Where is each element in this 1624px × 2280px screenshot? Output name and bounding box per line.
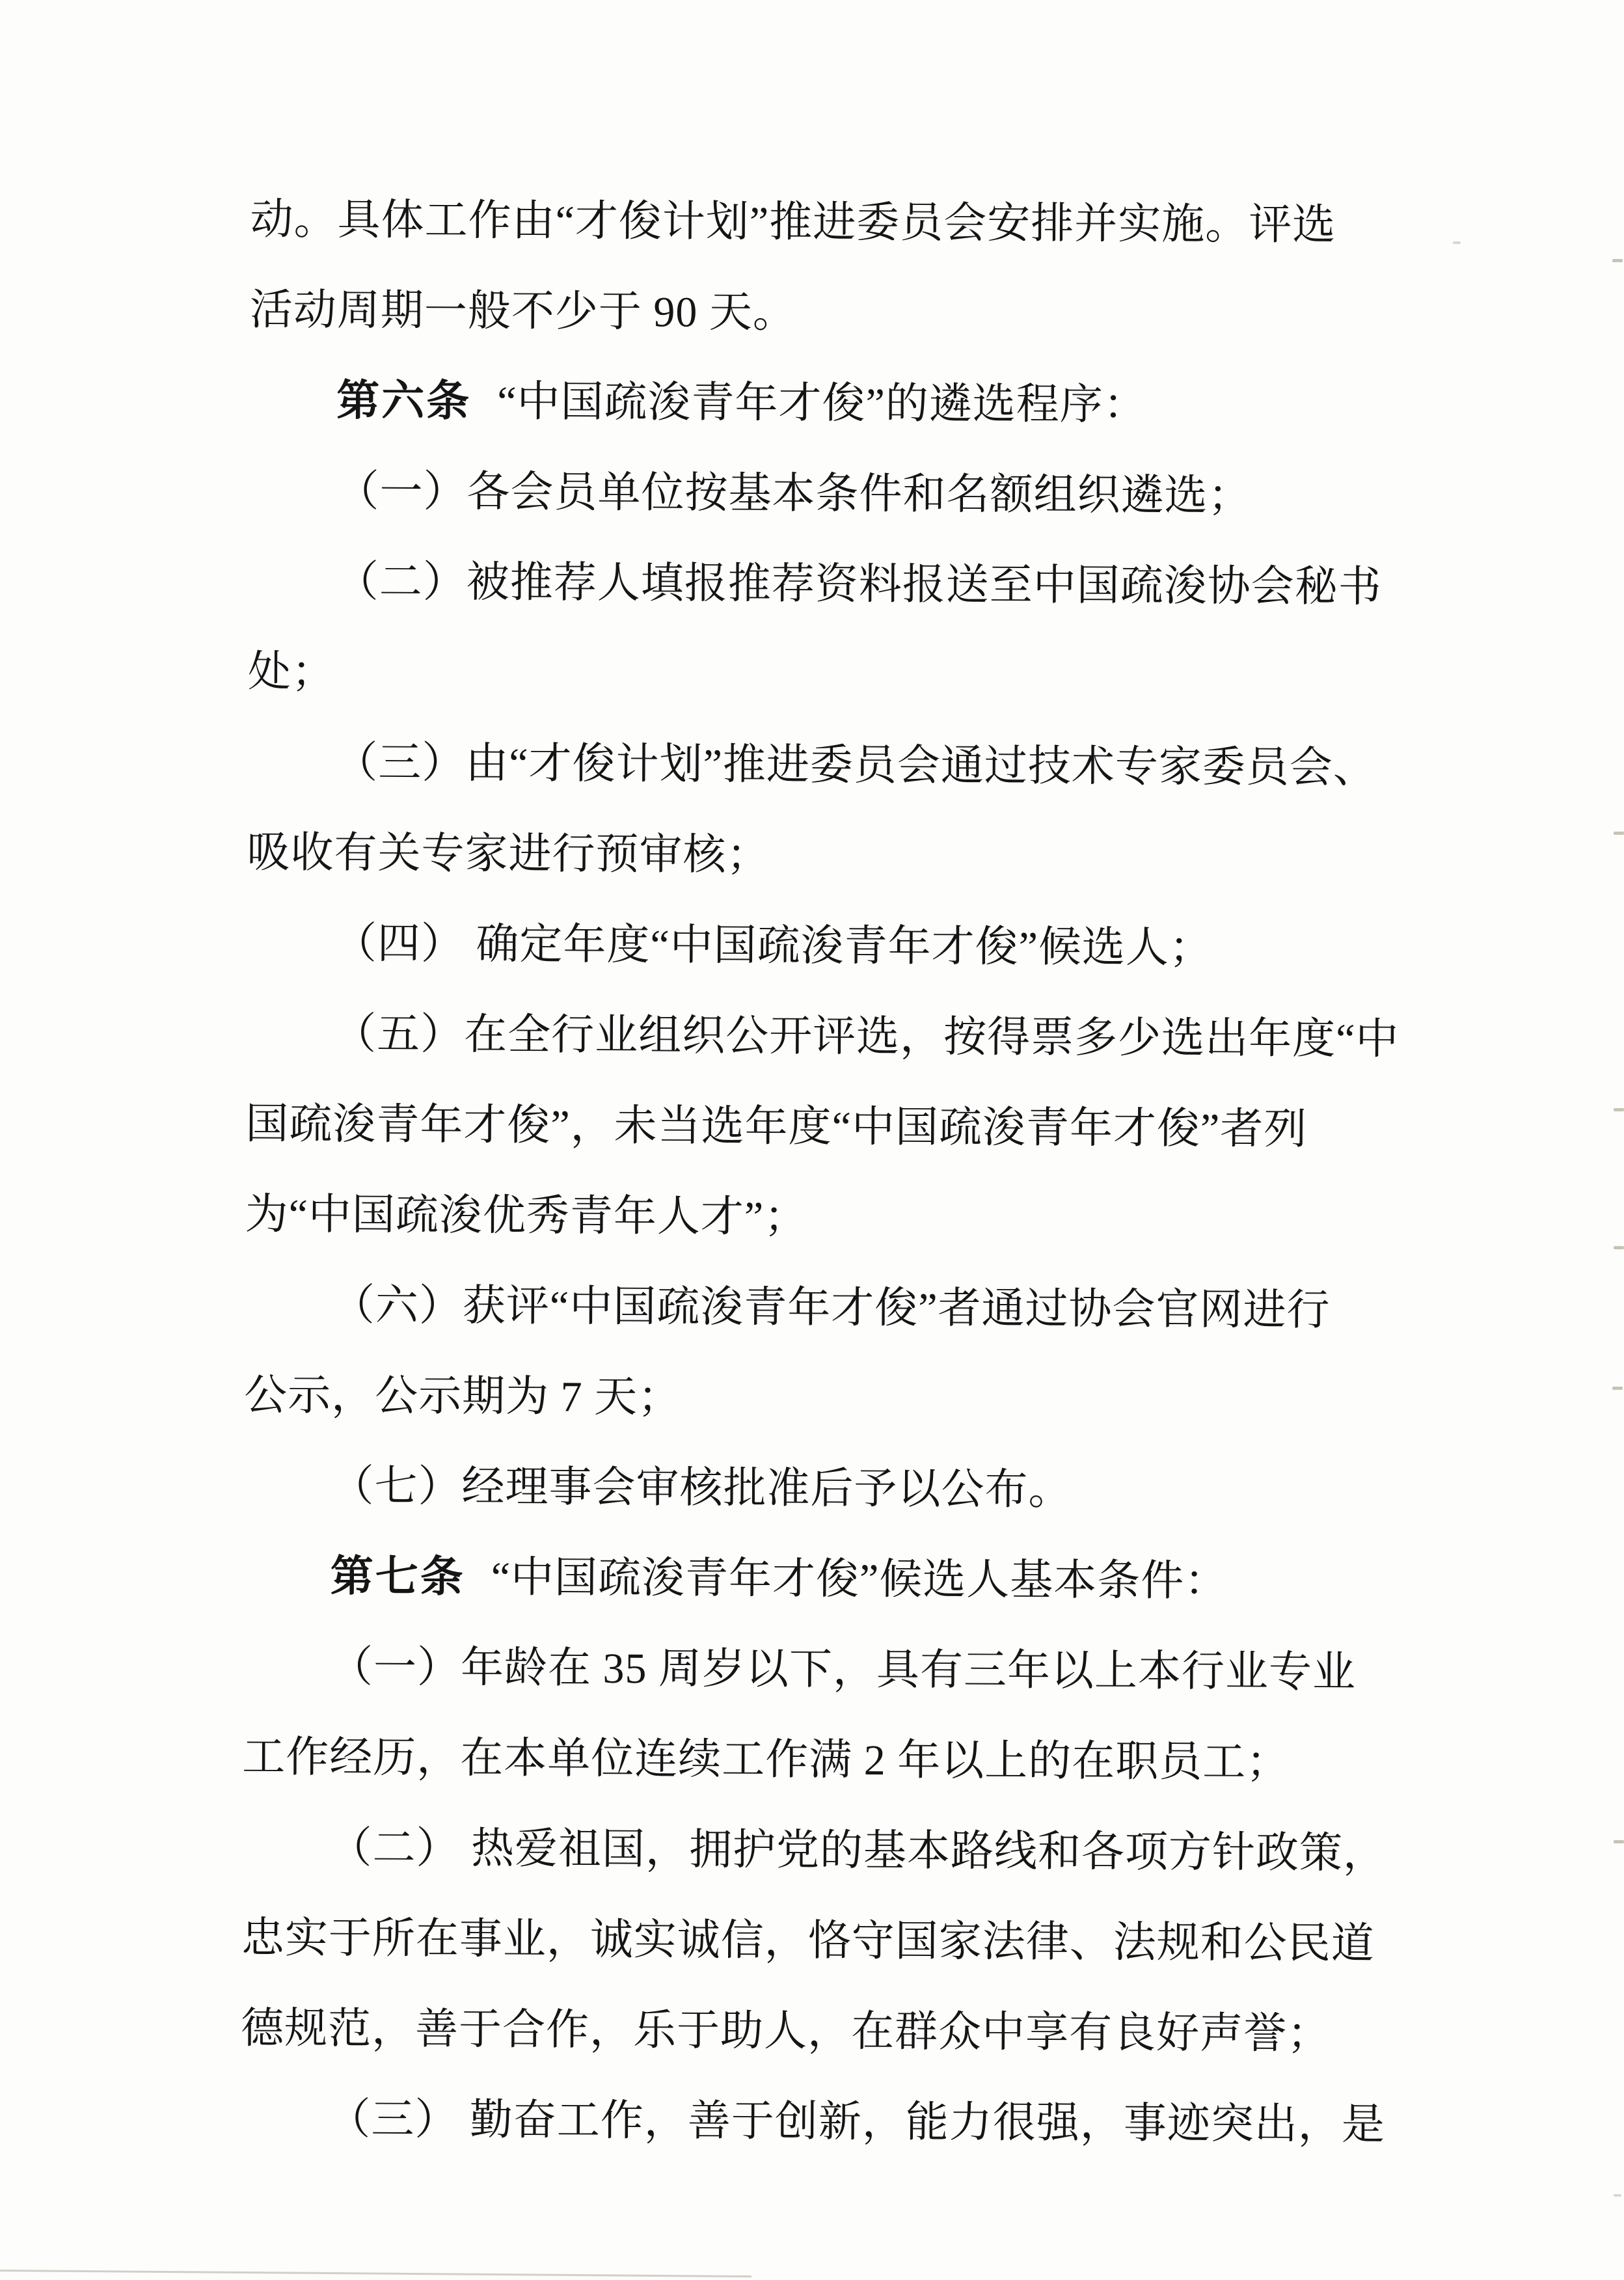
text-line: 公示，公示期为 7 天； [243, 1371, 682, 1422]
scan-artifact-speck [1453, 241, 1461, 244]
article-title-text: “中国疏浚青年才俊”的遴选程序： [496, 377, 1147, 429]
scan-artifact-speck [1614, 2194, 1621, 2197]
article-number-bold: 第七条 [330, 1553, 465, 1601]
scan-artifact-bottom-line [0, 2270, 751, 2277]
text-line: 忠实于所在事业，诚实诚信，恪守国家法律、法规和公民道 [241, 1914, 1375, 1968]
text-line [249, 355, 1385, 452]
text-line: 工作经历，在本单位连续工作满 2 年以上的在职员工； [242, 1733, 1290, 1787]
text-line: （二） 热爱祖国，拥护党的基本路线和各项方针政策， [329, 1824, 1387, 1878]
text-line: 动。具体工作由“才俊计划”推进委员会安排并实施。评选 [250, 195, 1336, 249]
article-title-text: “中国疏浚青年才俊”候选人基本条件： [491, 1553, 1228, 1605]
text-line: （一）年龄在 35 周岁以下，具有三年以上本行业专业 [329, 1643, 1357, 1696]
text-line: 吸收有关专家进行预审核； [247, 828, 770, 880]
text-line [243, 1531, 1379, 1627]
scan-artifact-dash [1614, 832, 1624, 835]
text-line: （一）各会员单位按基本条件和名额组织遴选； [336, 467, 1252, 521]
text-line: 活动周期一般不少于 90 天。 [249, 286, 797, 337]
text-line: 处； [247, 647, 336, 696]
scan-artifact-dash [1612, 1387, 1623, 1390]
scan-artifact-dash [1614, 1246, 1624, 1249]
text-line: （五）在全行业组织公开评选，按得票多少选出年度“中 [332, 1010, 1400, 1064]
text-line: 德规范，善于合作，乐于助人，在群众中享有良好声誉； [240, 2004, 1331, 2058]
article-number-bold: 第六条 [336, 377, 472, 426]
text-line: （三）由“才俊计划”推进委员会通过技术专家委员会、 [334, 739, 1377, 793]
text-line: （二）被推荐人填报推荐资料报送至中国疏浚协会秘书 [335, 558, 1382, 612]
text-line: （七）经理事会审核批准后予以公布。 [331, 1462, 1072, 1514]
scan-artifact-dash [1612, 259, 1623, 262]
text-line: 国疏浚青年才俊”，未当选年度“中国疏浚青年才俊”者列 [245, 1100, 1308, 1154]
text-line: （六）获评“中国疏浚青年才俊”者通过协会官网进行 [331, 1281, 1331, 1335]
text-line: （四） 确定年度“中国疏浚青年才俊”候选人； [333, 919, 1213, 972]
scan-artifact-dash [1614, 1840, 1624, 1843]
text-line: （三） 勤奋工作，善于创新，能力很强，事迹突出，是 [327, 2095, 1386, 2149]
text-line: 为“中国疏浚优秀青年人才”； [245, 1190, 808, 1242]
scan-artifact-dash [1614, 1108, 1624, 1111]
document-text-block [240, 174, 1400, 2170]
